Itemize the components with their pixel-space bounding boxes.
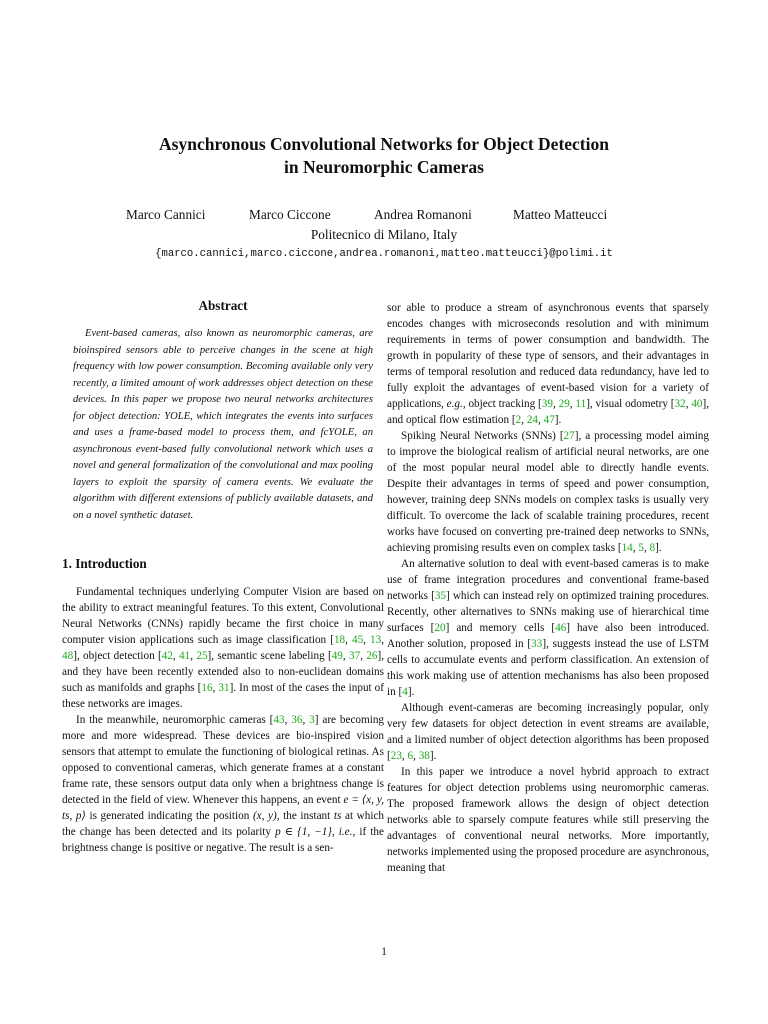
citation-link[interactable]: 38 <box>418 750 430 762</box>
left-column <box>62 298 384 856</box>
polarity-formula: p ∈ {1, −1} <box>275 826 332 838</box>
abstract-heading: Abstract <box>198 298 248 313</box>
citation-link[interactable]: 43 <box>273 714 285 726</box>
paper-title <box>0 133 768 179</box>
citation-link[interactable]: 47 <box>543 414 555 426</box>
citation-link[interactable]: 45 <box>351 634 364 646</box>
citation-link[interactable]: 26 <box>366 650 378 662</box>
citation-link[interactable]: 39 <box>541 398 553 410</box>
title-line-1: Asynchronous Convolutional Networks for Object Detection <box>159 134 609 154</box>
position-formula: (x, y) <box>252 810 277 822</box>
citation-link[interactable]: 31 <box>218 682 230 694</box>
citation-link[interactable]: 48 <box>62 650 74 662</box>
title-line-2: in Neuromorphic Cameras <box>284 157 484 177</box>
citation-link[interactable]: 14 <box>621 542 633 554</box>
author-2: Marco Ciccone <box>249 207 331 222</box>
citation-link[interactable]: 41 <box>179 650 191 662</box>
author-list <box>0 207 768 227</box>
citation-link[interactable]: 20 <box>434 622 446 634</box>
citation-link[interactable]: 46 <box>555 622 567 634</box>
citation-link[interactable]: 27 <box>563 430 575 442</box>
section-heading-introduction: 1. Introduction <box>62 556 147 571</box>
right-paragraph-2: Spiking Neural Networks (SNNs) [27], a processing model aiming to improve the biological realism of artificial neural networks, are one of the most popular neural model able to directly handle events. Despite their advantages in terms of speed and power consumption, however, training deep SNNs models on complex tasks is usually very difficult. To overcome the lack of scalable training procedures, recent works have focused on converting pre-trained deep networks to SNNs, achieving promising results even on complex tasks [14, 5, 8]. <box>387 430 709 554</box>
author-emails: {marco.cannici,marco.ciccone,andrea.romanoni,matteo.matteucci}@polimi.it <box>155 248 613 260</box>
author-1: Marco Cannici <box>126 207 206 222</box>
citation-link[interactable]: 18 <box>333 634 346 646</box>
citation-link[interactable]: 3 <box>309 714 315 726</box>
citation-link[interactable]: 6 <box>407 750 414 762</box>
intro-paragraph-2: In the meanwhile, neuromorphic cameras [43, 36, 3] are becoming more and more widespread. These devices are bio-inspired vision sensors that attempt to emulate the functioning of biological retinas. As opposed to conventional cameras, which generate frames at a constant frame rate, these sensors output data only when a brightness change is detected in the field of view. Whenever this happens, an event e = ⟨x, y, ts, p⟩ is generated indicating the position (x, y), the instant ts at which the change has been detected and its polarity p ∈ {1, −1}, i.e., if the brightness change is positive or negative. The result is a sen- <box>62 714 385 854</box>
citation-link[interactable]: 11 <box>575 398 587 410</box>
citation-link[interactable]: 8 <box>649 542 656 554</box>
citation-link[interactable]: 40 <box>691 398 703 410</box>
right-paragraph-4: Although event-cameras are becoming increasingly popular, only very few datasets for object detection in event streams are available, and a limited number of object detection algorithms has been proposed [23, 6, 38]. <box>387 702 709 762</box>
right-paragraph-1: sor able to produce a stream of asynchronous events that sparsely encodes changes with microseconds resolution and with minimum requirements in terms of power consumption and bandwidth. The growth in popularity of these type of sensors, and their advantages in terms of temporal resolution and reduced data redundancy, have led to fully exploit the advantages of event-based vision for a variety of applications, e.g., object tracking [39, 29, 11], visual odometry [32, 40], and optical flow estimation [2, 24, 47]. <box>387 302 710 426</box>
citation-link[interactable]: 16 <box>201 682 213 694</box>
citation-link[interactable]: 32 <box>674 398 686 410</box>
author-4: Matteo Matteucci <box>513 207 608 222</box>
page-number: 1 <box>381 946 387 958</box>
event-formula: e = ⟨x, y, ts, p⟩ <box>62 794 384 822</box>
citation-link[interactable]: 13 <box>370 634 382 646</box>
right-paragraph-5: In this paper we introduce a novel hybrid approach to extract features for object detection problems using neuromorphic cameras. The proposed framework allows the design of object detection networks able to sparsely compute features while still preserving the advantages of conventional neural networks. More importantly, networks implemented using the proposed procedure are asynchronous, meaning that <box>387 766 709 874</box>
timestamp-symbol: ts <box>333 810 342 822</box>
citation-link[interactable]: 23 <box>390 750 402 762</box>
citation-link[interactable]: 24 <box>526 414 538 426</box>
citation-link[interactable]: 33 <box>531 638 543 650</box>
right-column <box>387 300 709 876</box>
intro-paragraph-1: Fundamental techniques underlying Computer Vision are based on the ability to extract meaningful features. To this extent, Convolutional Neural Networks (CNNs) rapidly became the first choice in many computer vision applications such as image classification [18, 45, 13, 48], object detection [42, 41, 25], semantic scene labeling [49, 37, 26], and they have been recently extended also to non-euclidean domains such as manifolds and graphs [16, 31]. In most of the cases the input of these networks are images. <box>62 586 385 710</box>
citation-link[interactable]: 2 <box>515 414 522 426</box>
citation-link[interactable]: 37 <box>349 650 361 662</box>
citation-link[interactable]: 4 <box>402 686 408 698</box>
citation-link[interactable]: 42 <box>161 650 173 662</box>
citation-link[interactable]: 49 <box>331 650 343 662</box>
citation-link[interactable]: 29 <box>558 398 570 410</box>
citation-link[interactable]: 5 <box>638 542 644 554</box>
author-3: Andrea Romanoni <box>374 207 472 222</box>
citation-link[interactable]: 35 <box>434 590 447 602</box>
right-paragraph-3: An alternative solution to deal with event-based cameras is to make use of frame integration procedures and conventional frame-based networks [35] which can instead rely on optimized training procedures. Recently, other alternatives to SNNs making use of hierarchical time surfaces [20] and memory cells [46] have also been introduced. Another solution, proposed in [33], suggests instead the use of LSTM cells to accumulate events and perform classification. An extension of this work making use of attention mechanisms has also been proposed in [4]. <box>387 558 710 698</box>
affiliation: Politecnico di Milano, Italy <box>310 227 458 242</box>
abstract-text: Event-based cameras, also known as neuromorphic cameras, are bioinspired sensors able to perceive changes in the scene at high frequency with low power consumption. Becoming available only very recently, a limited amount of work addresses object detection on these devices. In this paper we propose two neural networks architectures for object detection: YOLE, which integrates the events into surfaces and uses a frame-based model to process them, and fcYOLE, an asynchronous event-based fully convolutional network which uses a novel and general formalization of the convolutional and max pooling layers to exploit the sparsity of camera events. We evaluate the algorithm with different extensions of publicly available datasets, and on a novel synthetic dataset. <box>73 328 373 521</box>
citation-link[interactable]: 36 <box>291 714 303 726</box>
citation-link[interactable]: 25 <box>196 650 208 662</box>
